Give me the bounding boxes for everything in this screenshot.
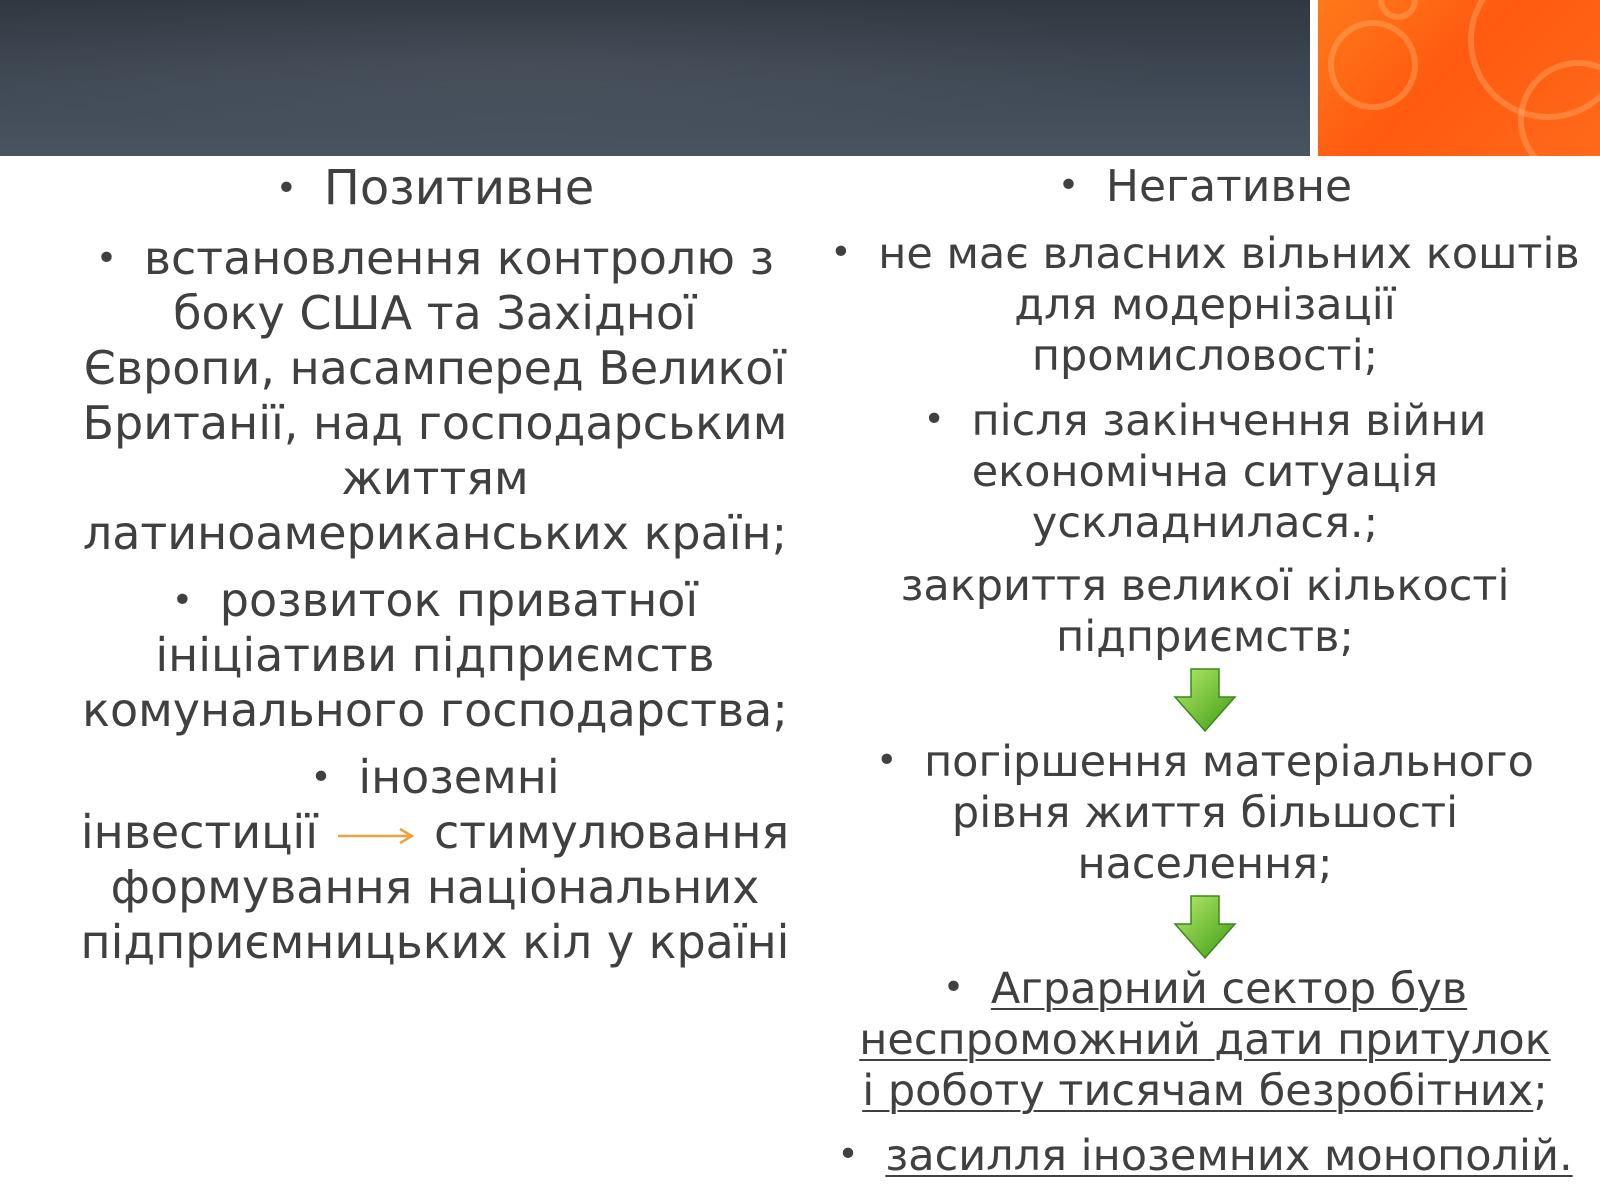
positive-item-investments: • іноземні інвестиції стимулювання формування національних підприємницьких кіл у країні: [80, 750, 790, 969]
banner-divider: [1310, 0, 1318, 156]
negative-item-closures: закриття великої кількості підприємств;: [900, 561, 1510, 662]
negative-item-post-war: • після закінчення війни економічна ситуація ускладнилася.;: [923, 396, 1487, 548]
positive-item-private-initiative: • розвиток приватної ініціативи підприємств комунального господарства;: [82, 573, 788, 737]
bullet-icon: •: [1057, 165, 1080, 206]
negative-column: [820, 158, 1590, 1182]
bullet-icon: •: [830, 232, 852, 273]
bullet-icon: •: [876, 740, 898, 781]
bullet-icon: •: [275, 168, 297, 209]
negative-item-foreign-monopolies: • засилля іноземних монополій.: [837, 1131, 1573, 1181]
down-arrow-icon: [1173, 894, 1237, 960]
bullet-icon: •: [95, 238, 118, 279]
negative-heading: • Негативне: [820, 158, 1590, 215]
title-banner: [0, 0, 1310, 156]
negative-item-living-standards: • погіршення матеріального рівня життя більшості населення;: [876, 737, 1534, 889]
negative-item-no-funds: • не має власних вільних коштів для модернізації промисловості;: [830, 229, 1580, 381]
down-arrow-icon: [1173, 667, 1237, 733]
positive-column: [55, 158, 815, 970]
positive-heading: • Позитивне: [55, 158, 815, 219]
right-arrow-icon: [336, 825, 416, 847]
bullet-icon: •: [923, 399, 945, 440]
bullet-icon: •: [310, 757, 332, 798]
bullet-icon: •: [942, 967, 965, 1008]
banner-accent-block: [1318, 0, 1600, 156]
positive-item-control: • встановлення контролю з боку США та Західної Європи, насамперед Великої Британії, над господарським життям латиноамериканських країн;: [82, 231, 788, 560]
negative-item-agrarian-sector: • Аграрний сектор був неспроможний дати притулок і роботу тисячам безробітних;: [859, 964, 1551, 1116]
bullet-icon: •: [171, 580, 194, 621]
bullet-icon: •: [837, 1134, 859, 1175]
